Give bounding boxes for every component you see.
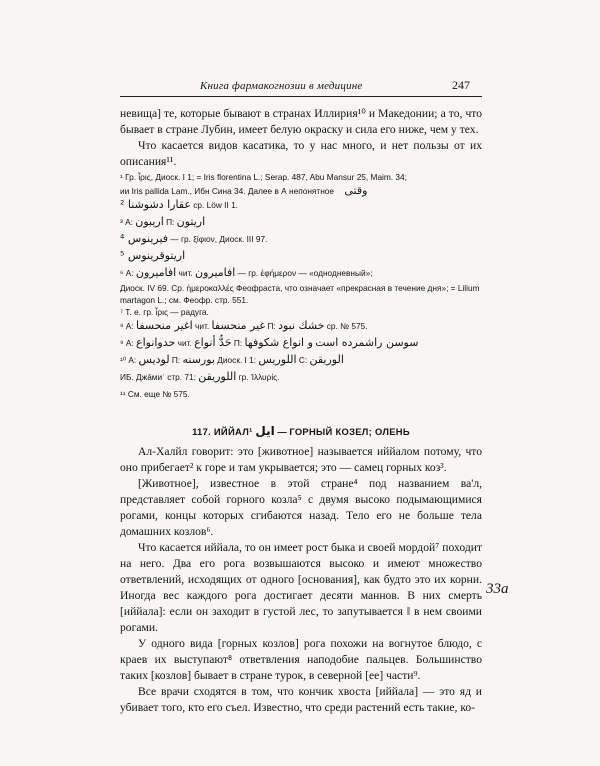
footnote-2 — [120, 199, 482, 216]
footnote-5 — [120, 250, 482, 267]
footnote-1a: ¹ Гр. ἶρις, Диоск. I 1; = Iris florentina L.; Serap. 487, Abu Mansur 25, Maim. 34; — [120, 172, 407, 182]
footnote-10-a: ¹⁰ А: — [120, 355, 137, 365]
footnote-10-arabic-5: اللوريقن — [198, 370, 237, 383]
footnote-8-arabic-3: خشك نبود — [278, 319, 325, 332]
footnote-10-arabic-1: لوديس — [138, 353, 170, 366]
footnote-2-arabic: ² عقارا دشوشنا — [120, 198, 191, 211]
main-paragraph-2: [Животное], известное в этой стране⁴ под названием ва'л, представляет собой горного козла⁵ с двумя высоко подымающимися рогами, концы которых сгибаются назад. Тело его не больше тела домашних козлов⁶. — [120, 477, 482, 538]
footnote-10-b: П: — [171, 355, 181, 365]
footnote-9-b: чит. — [177, 338, 192, 348]
footnote-6-c: — гр. ἐφήμερον — «однодневный»; — [237, 268, 373, 278]
footnote-5-arabic: ⁵ اريتوقرينوس — [120, 249, 186, 262]
top-paragraph-1: невища] те, которые бывают в странах Иллирия¹⁰ и Македонии; а то, что бывает в стране Лубин, имеет белую окраску и сила его ниже, чем у тех. — [120, 107, 482, 136]
footnote-6 — [120, 267, 482, 282]
footnote-4 — [120, 233, 482, 250]
footnote-3-b: П: — [166, 217, 175, 227]
footnote-6-arabic-2: افاميرون — [195, 266, 236, 279]
footnote-10-continued — [120, 371, 482, 388]
footnote-10-c: Диоск. I 1: — [217, 355, 257, 365]
footnote-10-f: гр. Ἰλλυρίς. — [238, 372, 280, 382]
footnote-9-c: П: — [233, 338, 243, 348]
section-heading — [120, 424, 482, 438]
footnote-1b-text: ии Iris pallida Lam., Ибн Сина 34. Далее в А непонятное — [120, 186, 335, 196]
footnote-10-d: С: — [298, 355, 308, 365]
footnote-8-c: П: — [267, 321, 276, 331]
footnote-3-arabic-1: اريبون — [135, 215, 164, 228]
top-paragraph-2: Что касается видов касатика, то у нас много, и нет пользы от их описания¹¹. — [120, 139, 482, 168]
footnote-8-arabic-1: اغير منحسفا — [135, 319, 193, 332]
footnote-6-b: чит. — [178, 268, 193, 278]
header-rule — [120, 96, 482, 97]
footnote-4-tail: — гр. ξίφιον, Диоск. III 97. — [170, 234, 268, 244]
footnote-3-a: ³ А: — [120, 217, 133, 227]
footnote-9-arabic-2: حَدُّ أنواع — [194, 336, 232, 349]
section-arabic-title: ايل — [255, 424, 275, 438]
section-russian-title: — ГОРНЫЙ КОЗЕЛ; ОЛЕНЬ — [277, 426, 410, 437]
footnote-9-arabic-1: حدوانواع — [136, 336, 176, 349]
main-paragraph-5: Все врачи сходятся в том, что кончик хвоста [иййала] — это яд и убивает того, кто его съел. Известно, что среди растений есть такие, ко- — [120, 685, 482, 714]
footnote-1b — [120, 185, 482, 199]
section-number-title: 117. ИЙЙАЛ¹ — [192, 426, 253, 437]
footnotes-block — [120, 171, 482, 402]
footnote-8 — [120, 320, 482, 337]
footnote-9-arabic-4: و انواع شكوفها — [244, 336, 313, 349]
footnote-4-arabic: ⁴ فيرينوس — [120, 232, 169, 245]
footnote-9 — [120, 337, 482, 354]
main-paragraph-3: Что касается иййала, то он имеет рост быка и своей мордой⁷ походит на него. Два его рога возвышаются высоко и имеют множество ответвлений, исходящих от одного [основания], как будто это их корни. Иногда вес каждого рога достигает десяти маннов. В них смерть [иййала]: если он заходит в густой лес, то запутывается ‖ в нем своими рогами. — [120, 541, 482, 634]
folio-margin-note: 33a — [486, 581, 509, 597]
footnote-8-arabic-2: غير منحسفا — [211, 319, 266, 332]
footnote-8-d: ср. № 575. — [326, 321, 368, 331]
footnote-6-continued: Диоск. IV 69. Ср. ἡμεροκαλλές Феофраста, что означает «прекрасная в течение дня»; = Lilium martagon L.; см. Феофр. стр. 551. — [120, 283, 480, 305]
footnote-7: ⁷ Т. е. гр. ἶρις — радуга. — [120, 307, 209, 317]
footnote-8-b: чит. — [195, 321, 210, 331]
footnote-10-arabic-2: بورسنه — [182, 353, 215, 366]
footnote-8-a: ⁸ А: — [120, 321, 134, 331]
footnote-2-tail: ср. Löw II 1. — [193, 200, 238, 210]
main-paragraph-1: Ал-Халйл говорит: это [животное] называется иййалом потому, что оно прибегает² к горе и там укрывается; это — самец горных коз³. — [120, 445, 482, 474]
footnote-6-arabic-1: افاميرون — [135, 266, 177, 279]
footnote-10 — [120, 354, 482, 371]
running-header-title: Книга фармакогнозии в медицине — [200, 80, 363, 92]
footnote-6-a: ⁶ А: — [120, 268, 134, 278]
footnote-10-arabic-4: الوريقن — [309, 353, 344, 366]
main-text-block — [120, 444, 482, 716]
page-number: 247 — [452, 78, 470, 92]
footnote-3-arabic-2: اريتون — [176, 215, 206, 228]
top-text-block — [120, 106, 482, 170]
footnote-1-arabic: وقتی — [344, 184, 368, 197]
main-paragraph-4: У одного вида [горных козлов] рога похожи на вогнутое блюдо, с краев их выступают⁸ ответвления наподобие пальцев. Большинство таких [козлов] бывает в стране турок, в северной [ее] части⁹. — [120, 637, 482, 682]
footnote-9-arabic-3: سوسن راشمرده است — [315, 336, 419, 349]
footnote-10-arabic-3: اللوريس — [258, 353, 297, 366]
footnote-9-a: ⁹ А: — [120, 338, 134, 348]
footnote-10-e: ИБ. Джāмиʿ стр. 71: — [120, 372, 196, 382]
footnote-11: ¹¹ См. еще № 575. — [120, 389, 190, 399]
footnote-3 — [120, 216, 482, 233]
